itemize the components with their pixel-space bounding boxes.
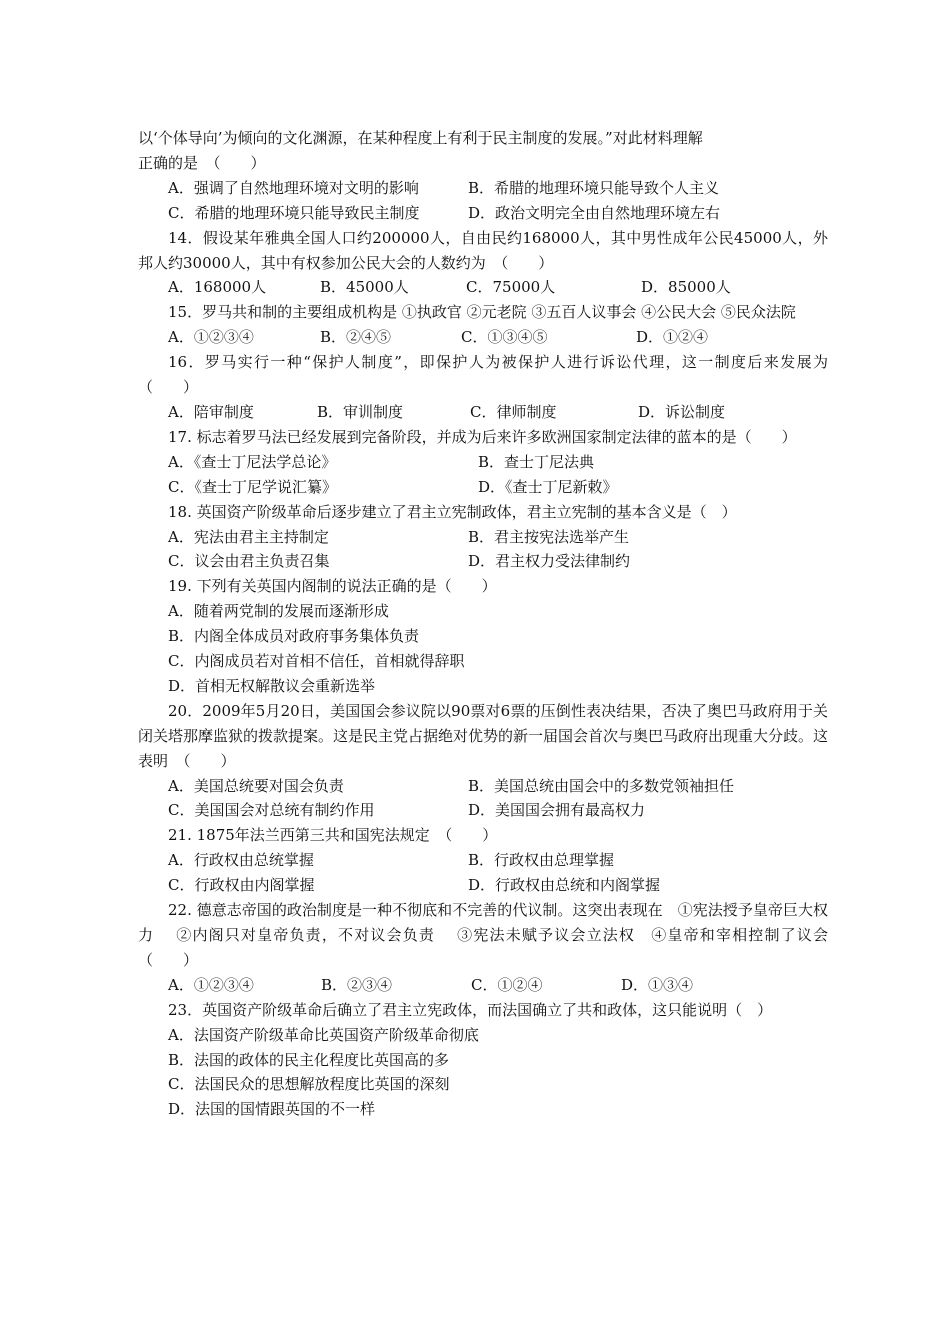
option-c: C．①②④ bbox=[471, 975, 543, 994]
stem-line: 正确的是 （ ） bbox=[138, 153, 266, 172]
question-13-options-row2 bbox=[138, 201, 828, 226]
option-c: C．①③④⑤ bbox=[461, 328, 548, 347]
option-d: D．①③④ bbox=[621, 975, 694, 994]
option-d: D．行政权由总统和内阁掌握 bbox=[468, 876, 661, 895]
option-d: D．85000人 bbox=[641, 278, 731, 297]
option-c: C．法国民众的思想解放程度比英国的深刻 bbox=[168, 1075, 450, 1094]
option-c: C．75000人 bbox=[466, 278, 556, 297]
option-d: D．法国的国情跟英国的不一样 bbox=[168, 1100, 376, 1119]
exam-page bbox=[138, 126, 844, 1122]
option-a: A．美国总统要对国会负责 bbox=[168, 776, 344, 795]
option-a: A．①②③④ bbox=[168, 975, 254, 994]
option-a: A．强调了自然地理环境对文明的影响 bbox=[168, 178, 419, 197]
option-b: B．希腊的地理环境只能导致个人主义 bbox=[468, 178, 720, 197]
option-c: C．美国国会对总统有制约作用 bbox=[168, 801, 375, 820]
option-c: C．行政权由内阁掌握 bbox=[168, 876, 315, 895]
option-d: D．首相无权解散议会重新选举 bbox=[168, 676, 376, 695]
option-d: D．政治文明完全由自然地理环境左右 bbox=[468, 203, 721, 222]
question-21-options-row1 bbox=[138, 848, 828, 873]
option-d: D．美国国会拥有最高权力 bbox=[468, 801, 646, 820]
question-21-options-row2 bbox=[138, 873, 828, 898]
option-a: A．《查士丁尼法学总论》 bbox=[168, 452, 337, 471]
option-b: B．美国总统由国会中的多数党领袖担任 bbox=[468, 776, 735, 795]
option-b: B．②④⑤ bbox=[320, 328, 392, 347]
option-b: B．审训制度 bbox=[317, 402, 404, 421]
option-a: A．①②③④ bbox=[168, 328, 254, 347]
question-18-stem: 18. 英国资产阶级革命后逐步建立了君主立宪制政体，君主立宪制的基本含义是（ ） bbox=[168, 502, 737, 521]
option-a: A．陪审制度 bbox=[168, 402, 254, 421]
question-22-options bbox=[138, 973, 828, 998]
option-b: B．②③④ bbox=[321, 975, 393, 994]
option-a: A．宪法由君主主持制定 bbox=[168, 527, 329, 546]
question-21-stem: 21. 1875年法兰西第三共和国宪法规定 （ ） bbox=[168, 826, 498, 845]
option-a: A．168000人 bbox=[168, 278, 267, 297]
option-b: B．查士丁尼法典 bbox=[478, 452, 595, 471]
question-17-stem: 17. 标志着罗马法已经发展到完备阶段，并成为后来许多欧洲国家制定法律的蓝本的是（ ） bbox=[168, 427, 797, 446]
option-b: B．行政权由总理掌握 bbox=[468, 851, 615, 870]
question-20-options-row1 bbox=[138, 774, 828, 799]
option-c: C．议会由君主负责召集 bbox=[168, 552, 330, 571]
option-d: D．君主权力受法律制约 bbox=[468, 552, 631, 571]
question-14-stem: 14．假设某年雅典全国人口约200000人，自由民约168000人，其中男性成年公民45000人，外邦人约30000人，其中有权参加公民大会的人数约为 （ ） bbox=[138, 228, 828, 272]
option-d: D．诉讼制度 bbox=[638, 402, 726, 421]
option-c: C．内阁成员若对首相不信任，首相就得辞职 bbox=[168, 652, 465, 671]
question-16-stem: 16．罗马实行一种“保护人制度”，即保护人为被保护人进行诉讼代理，这一制度后来发展为 （ ） bbox=[138, 353, 844, 397]
option-c: C．律师制度 bbox=[470, 402, 557, 421]
question-20-stem: 20．2009年5月20日，美国国会参议院以90票对6票的压倒性表决结果，否决了奥巴马政府用于关闭关塔那摩监狱的拨款提案。这是民主党占据绝对优势的新一届国会首次与奥巴马政府出现重大分歧。这表明 （ ） bbox=[138, 701, 829, 770]
option-a: A．行政权由总统掌握 bbox=[168, 851, 314, 870]
question-13-options-row1 bbox=[138, 176, 828, 201]
option-b: B．法国的政体的民主化程度比英国高的多 bbox=[168, 1050, 450, 1069]
option-b: B．内阁全体成员对政府事务集体负责 bbox=[168, 627, 420, 646]
option-b: B．45000人 bbox=[320, 278, 409, 297]
question-18-options-row2 bbox=[138, 549, 828, 574]
question-17-options-row1 bbox=[138, 450, 828, 475]
question-20-options-row2 bbox=[138, 798, 828, 823]
question-15-options bbox=[138, 325, 828, 350]
question-22-stem: 22. 德意志帝国的政治制度是一种不彻底和不完善的代议制。这突出表现在 ①宪法授予皇帝巨大权力 ②内阁只对皇帝负责，不对议会负责 ③宪法未赋予议会立法权 ④皇帝和宰相控制了议会（ ） bbox=[138, 901, 828, 969]
question-19-stem: 19. 下列有关英国内阁制的说法正确的是（ ） bbox=[168, 577, 497, 596]
option-d: D．《查士丁尼新敕》 bbox=[478, 477, 618, 496]
stem-line: 以‘个体导向’为倾向的文化渊源，在某种程度上有利于民主制度的发展。”对此材料理解 bbox=[138, 129, 703, 147]
question-13-stem-continued bbox=[138, 126, 828, 176]
question-17-options-row2 bbox=[138, 475, 828, 500]
option-d: D．①②④ bbox=[636, 328, 709, 347]
option-a: A．法国资产阶级革命比英国资产阶级革命彻底 bbox=[168, 1025, 479, 1044]
question-23-stem: 23．英国资产阶级革命后确立了君主立宪政体，而法国确立了共和政体，这只能说明（ ） bbox=[168, 1000, 773, 1019]
option-c: C．《查士丁尼学说汇纂》 bbox=[168, 477, 337, 496]
option-a: A．随着两党制的发展而逐渐形成 bbox=[168, 602, 389, 621]
question-14-options bbox=[138, 275, 828, 300]
question-18-options-row1 bbox=[138, 525, 828, 550]
option-c: C．希腊的地理环境只能导致民主制度 bbox=[168, 203, 420, 222]
option-b: B．君主按宪法选举产生 bbox=[468, 527, 630, 546]
question-15-stem: 15．罗马共和制的主要组成机构是 ①执政官 ②元老院 ③五百人议事会 ④公民大会 ⑤民众法院 bbox=[168, 303, 796, 322]
question-16-options bbox=[138, 400, 828, 425]
